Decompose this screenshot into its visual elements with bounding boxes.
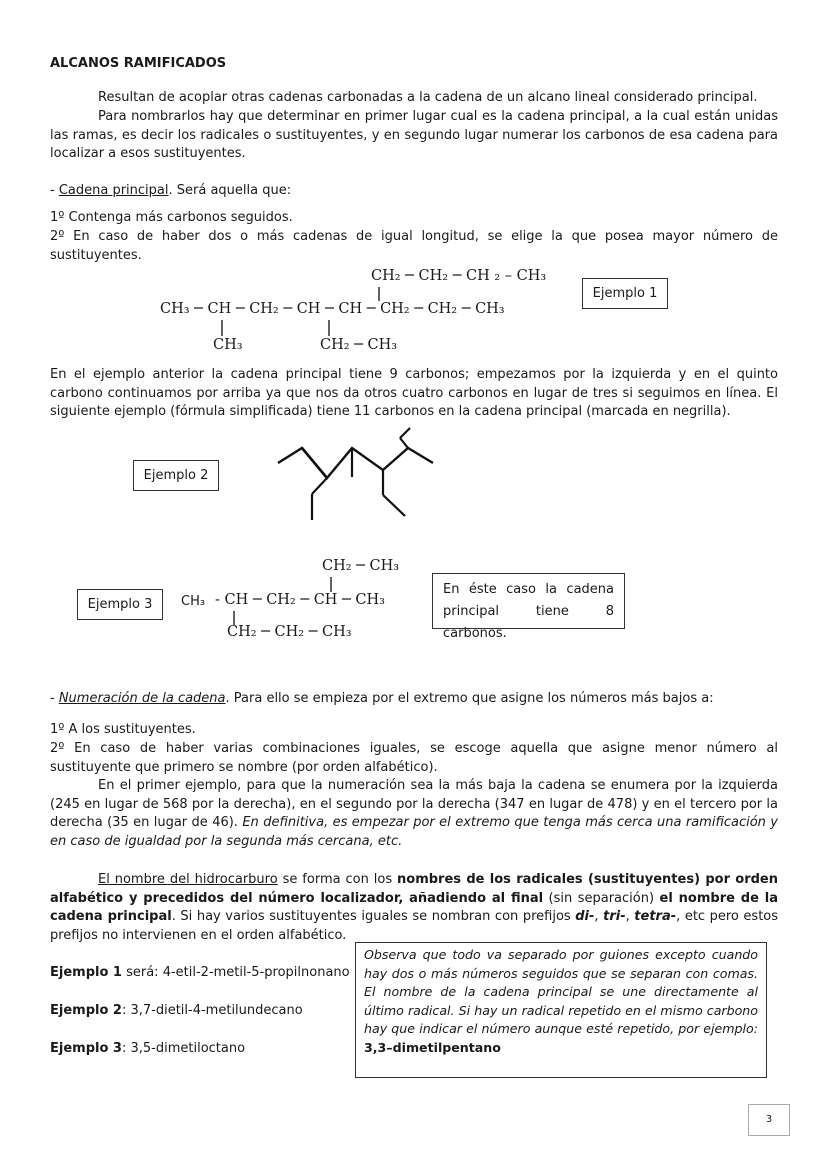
- nombre-text-1: se forma con los: [277, 872, 398, 887]
- example1-branch-ethyl: CH₂ ─ CH₃: [320, 337, 398, 353]
- name-example-2-label: Ejemplo 2: [50, 1003, 122, 1018]
- name-example-1-value: 4-etil-2-metil-5-propilnonano: [162, 965, 350, 980]
- nombre-heading: El nombre del hidrocarburo: [98, 872, 278, 887]
- example3-note-box: En éste caso la cadena principal tiene 8 carbonos.: [432, 573, 625, 629]
- intro-paragraph-1: Resultan de acoplar otras cadenas carbonadas a la cadena de un alcano lineal considerado principal.: [98, 90, 758, 105]
- principal-after: . Será aquella que:: [168, 183, 292, 198]
- name-example-2: [50, 1002, 350, 1021]
- numeracion-rule-2: 2º En caso de haber varias combinaciones iguales, se escoge aquella que asigne menor número al sustituyente que primero se nombre (por orden alfabético).: [50, 741, 778, 775]
- nombre-bold-1: nombres de los radicales (sustituyentes) por orden alfabético y precedidos del número localizador, añadiendo al final: [50, 872, 779, 906]
- example3-main-chain: - CH ─ CH₂ ─ CH ─ CH₃: [215, 592, 385, 608]
- example3-main-prefix: CH₃: [181, 594, 206, 609]
- numeracion-paragraph-italic: En definitiva, es empezar por el extremo que tenga más cerca una ramificación y en caso de igualdad por la segunda más cercana, etc.: [50, 815, 778, 849]
- example3-top-chain: CH₂ ─ CH₃: [322, 558, 400, 574]
- principal-rule-1: 1º Contenga más carbonos seguidos.: [50, 210, 293, 225]
- nombre-paragraph: [50, 871, 778, 945]
- observa-example: 3,3–dimetilpentano: [364, 1039, 501, 1055]
- example2-label-box: Ejemplo 2: [133, 460, 219, 491]
- name-example-1-label: Ejemplo 1: [50, 965, 122, 980]
- name-example-3-value: 3,5-dimetiloctano: [130, 1041, 246, 1056]
- example1-top-chain: CH₂ ─ CH₂ ─ CH ₂ – CH₃: [371, 268, 547, 284]
- numeracion-rule-1: 1º A los sustituyentes.: [50, 722, 196, 737]
- numeracion-heading: Numeración de la cadena: [58, 691, 226, 706]
- name-example-3: [50, 1040, 350, 1059]
- example3-label-box: Ejemplo 3: [77, 589, 163, 620]
- prefix-di: di-: [575, 909, 595, 924]
- principal-lead: -: [50, 183, 59, 198]
- section-title: ALCANOS RAMIFICADOS: [50, 56, 227, 71]
- name-example-1-sep: será:: [121, 965, 163, 980]
- numeracion-paragraph: [50, 777, 778, 851]
- prefix-tetra: tetra-: [634, 909, 677, 924]
- observa-text: Observa que todo va separado por guiones excepto cuando hay dos o más números seguidos que se separan con comas. El nombre de la cadena principal se une directamente al último radical.: [364, 947, 758, 1018]
- numeracion-after: . Para ello se empieza por el extremo que asigne los números más bajos a:: [225, 691, 714, 706]
- observa-text-2: Si hay un radical repetido en el mismo carbono hay que indicar el número aunque esté repetido, por ejemplo:: [364, 1002, 758, 1036]
- numeracion-heading-line: [50, 690, 778, 709]
- prefix-tri: tri-: [603, 909, 626, 924]
- numeracion-lead: -: [50, 691, 59, 706]
- prefix-sep-2: ,: [625, 909, 635, 924]
- nombre-bold-2: el nombre de la cadena principal: [50, 890, 778, 924]
- intro-paragraph-2: Para nombrarlos hay que determinar en primer lugar cual es la cadena principal, a la cual están unidas las ramas, es decir los radicales o sustituyentes, y en segundo lugar numerar los carbonos de esa cadena para localizar a esos sustituyentes.: [50, 109, 778, 161]
- example1-label-box: Ejemplo 1: [582, 278, 668, 309]
- name-example-2-sep: :: [121, 1003, 131, 1018]
- page-number: 3: [748, 1104, 790, 1136]
- principal-heading: Cadena principal: [58, 183, 169, 198]
- name-example-1: [50, 964, 350, 983]
- principal-rule-2: 2º En caso de haber dos o más cadenas de igual longitud, se elige la que posea mayor número de sustituyentes.: [50, 229, 778, 263]
- example1-explanation: En el ejemplo anterior la cadena principal tiene 9 carbonos; empezamos por la izquierda y en el quinto carbono continuamos por arriba ya que nos da otros cuatro carbonos en lugar de tres si seguimos en línea. El siguiente ejemplo (fórmula simplificada) tiene 11 carbonos en la cadena principal (marcada en negrilla).: [50, 367, 778, 419]
- numeracion-paragraph-text: En el primer ejemplo, para que la numeración sea la más baja la cadena se enumera por la izquierda (245 en lugar de 568 por la derecha), en el segundo por la derecha (347 en lugar de 478) y en el tercero por la derecha (35 en lugar de 46).: [50, 778, 778, 830]
- name-example-2-value: 3,7-dietil-4-metilundecano: [130, 1003, 303, 1018]
- name-example-3-label: Ejemplo 3: [50, 1041, 122, 1056]
- observa-note-box: [355, 942, 767, 1078]
- nombre-text-4: , etc pero estos prefijos no intervienen en el orden alfabético.: [50, 909, 779, 943]
- name-example-3-sep: :: [121, 1041, 131, 1056]
- example1-main-chain: CH₃ ─ CH ─ CH₂ ─ CH ─ CH ─ CH₂ ─ CH₂ ─ CH₃: [160, 301, 505, 317]
- example1-branch-methyl: CH₃: [213, 337, 243, 353]
- prefix-sep-1: ,: [594, 909, 604, 924]
- nombre-text-2: (sin separación): [543, 890, 660, 906]
- nombre-text-3: . Si hay varios sustituyentes iguales se nombran con prefijos: [171, 909, 576, 924]
- example3-bottom-chain: CH₂ ─ CH₂ ─ CH₃: [227, 624, 352, 640]
